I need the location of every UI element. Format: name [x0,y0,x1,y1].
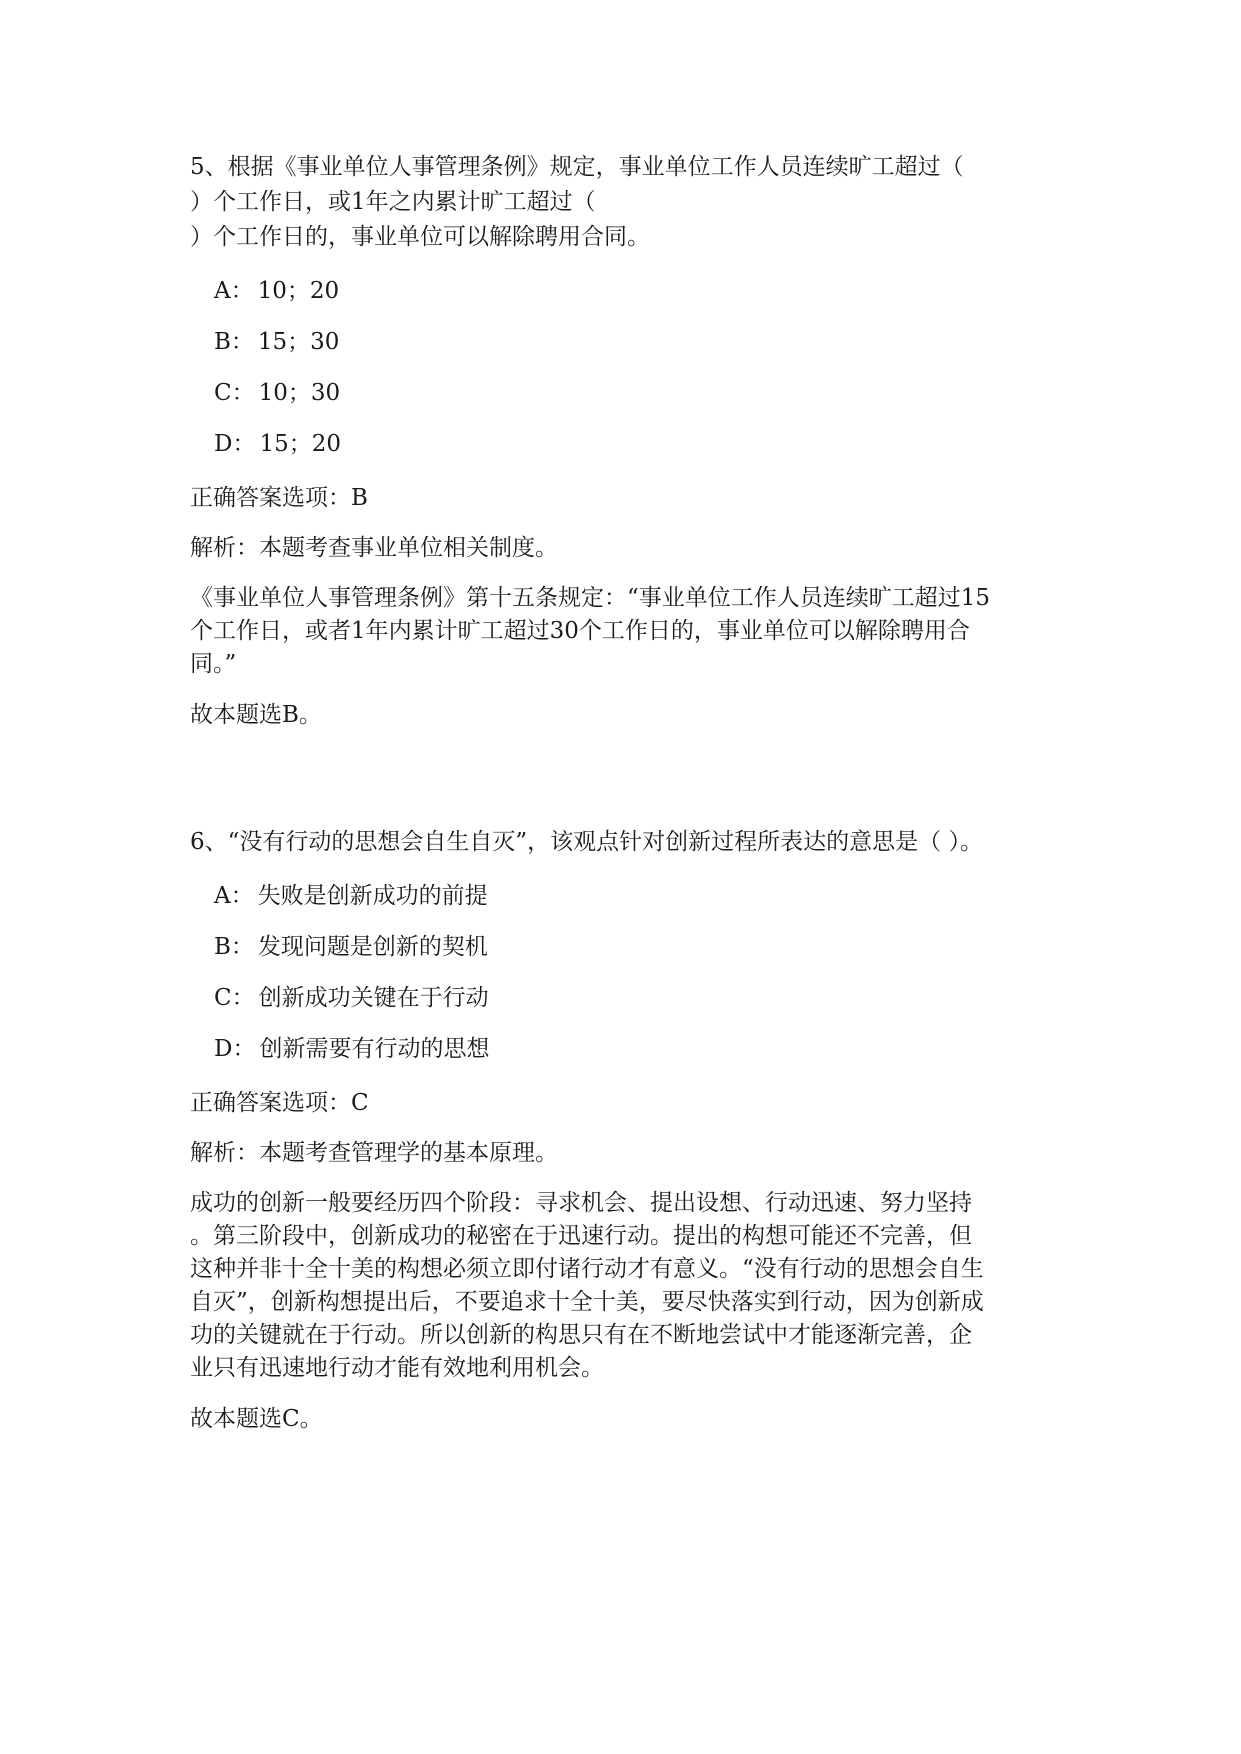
option-list [190,880,1060,1065]
option-label: C： [214,380,255,406]
analysis-body [190,1187,1060,1385]
analysis-line: 自灭”，创新构想提出后，不要追求十全十美，要尽快落实到行动，因为创新成 [190,1289,984,1315]
correct-answer: 正确答案选项：B [190,485,368,511]
option-b [214,326,1060,358]
option-text: 10；20 [257,278,340,304]
option-d [214,428,1060,460]
option-c [214,982,1060,1014]
option-text: 失败是创新成功的前提 [257,883,488,909]
option-label: D： [214,1036,256,1062]
analysis-line: 业只有迅速地行动才能有效地利用机会。 [190,1355,604,1381]
option-list [190,275,1060,460]
question-stem [190,825,1060,860]
stem-line: 6、“没有行动的思想会自生自灭”，该观点针对创新过程所表达的意思是（ ）。 [190,829,983,855]
analysis-body [190,582,1060,681]
option-label: D： [214,431,256,457]
analysis-line: 功的关键就在于行动。所以创新的构思只有在不断地尝试中才能逐渐完善，企 [190,1322,972,1348]
option-d [214,1033,1060,1065]
analysis-line: 。第三阶段中，创新成功的秘密在于迅速行动。提出的构想可能还不完善，但 [190,1223,972,1249]
stem-line: 5、根据《事业单位人事管理条例》规定，事业单位工作人员连续旷工超过（ [190,154,964,180]
option-b [214,931,1060,963]
option-a [214,275,1060,307]
option-text: 10；30 [258,380,341,406]
option-text: 15；30 [257,329,340,355]
analysis-line: 《事业单位人事管理条例》第十五条规定：“事业单位工作人员连续旷工超过15 [190,585,991,611]
option-c [214,377,1060,409]
option-label: A： [214,883,254,909]
option-label: B： [214,329,254,355]
analysis-line: 同。” [190,651,237,677]
question-stem [190,150,1060,255]
option-label: A： [214,278,254,304]
stem-line: ）个工作日，或1年之内累计旷工超过（ [190,189,596,215]
analysis-line: 这种并非十全十美的构想必须立即付诸行动才有意义。“没有行动的思想会自生 [190,1256,984,1282]
option-label: C： [214,985,255,1011]
option-text: 15；20 [259,431,341,457]
conclusion: 故本题选B。 [190,702,322,728]
stem-line: ）个工作日的，事业单位可以解除聘用合同。 [190,224,650,250]
question-5 [190,150,1060,749]
analysis-heading: 解析：本题考查管理学的基本原理。 [190,1140,558,1166]
correct-answer: 正确答案选项：C [190,1090,369,1116]
analysis-heading: 解析：本题考查事业单位相关制度。 [190,535,558,561]
option-a [214,880,1060,912]
option-text: 发现问题是创新的契机 [257,934,488,960]
option-label: B： [214,934,254,960]
option-text: 创新成功关键在于行动 [258,985,489,1011]
option-text: 创新需要有行动的思想 [259,1036,490,1062]
conclusion: 故本题选C。 [190,1406,323,1432]
analysis-line: 成功的创新一般要经历四个阶段：寻求机会、提出设想、行动迅速、努力坚持 [190,1190,972,1216]
analysis-line: 个工作日，或者1年内累计旷工超过30个工作日的，事业单位可以解除聘用合 [190,618,970,644]
question-6 [190,825,1060,1453]
